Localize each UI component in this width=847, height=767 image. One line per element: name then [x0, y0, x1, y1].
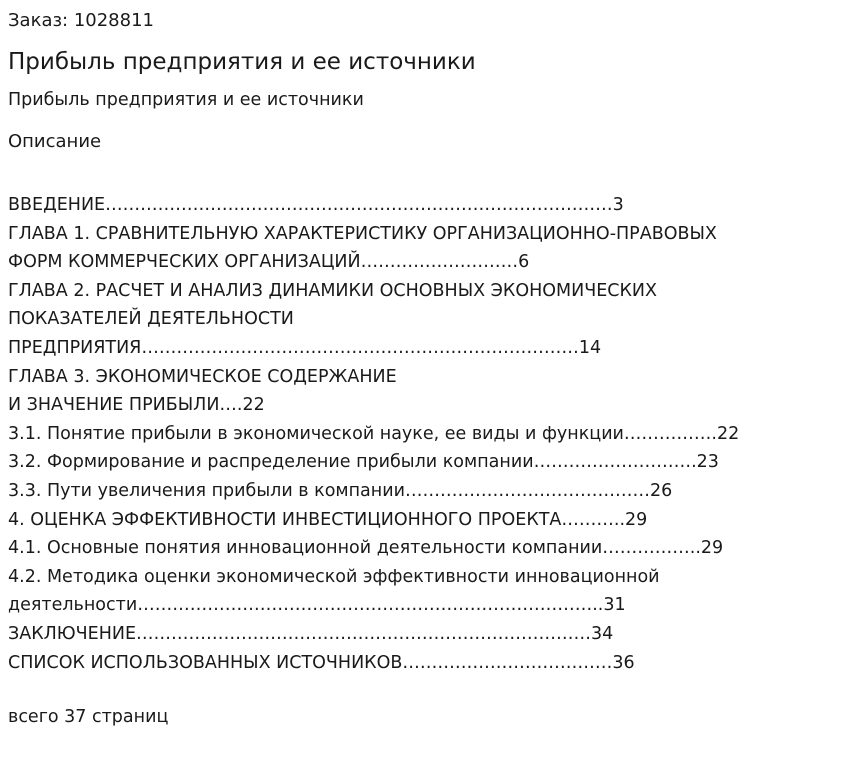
- toc-line: ГЛАВА 3. ЭКОНОМИЧЕСКОЕ СОДЕРЖАНИЕ: [8, 366, 397, 387]
- toc-line: ФОРМ КОММЕРЧЕСКИХ ОРГАНИЗАЦИЙ………………………6: [8, 252, 530, 273]
- toc-line: СПИСОК ИСПОЛЬЗОВАННЫХ ИСТОЧНИКОВ………………………………36: [8, 652, 635, 673]
- toc-line: ЗАКЛЮЧЕНИЕ……………………………………………………………………34: [8, 623, 614, 644]
- toc-line: ПРЕДПРИЯТИЯ…………………………………………………………………14: [8, 337, 602, 358]
- toc-line: И ЗНАЧЕНИЕ ПРИБЫЛИ….22: [8, 395, 265, 416]
- toc-line: 3.1. Понятие прибыли в экономической науке, ее виды и функции…………….22: [8, 423, 740, 444]
- toc-line: 3.2. Формирование и распределение прибыли компании……………………….23: [8, 452, 719, 473]
- toc-line: ГЛАВА 2. РАСЧЕТ И АНАЛИЗ ДИНАМИКИ ОСНОВНЫХ ЭКОНОМИЧЕСКИХ: [8, 280, 658, 301]
- table-of-contents: [8, 191, 739, 677]
- toc-line: 4.1. Основные понятия инновационной деятельности компании……………..29: [8, 538, 724, 559]
- description-heading: Описание: [8, 131, 102, 152]
- toc-line: 3.3. Пути увеличения прибыли в компании……………………………………26: [8, 480, 673, 501]
- total-pages: всего 37 страниц: [8, 707, 169, 727]
- toc-line: 4.2. Методика оценки экономической эффективности инновационной: [8, 566, 660, 587]
- order-number: Заказ: 1028811: [8, 10, 154, 31]
- toc-line: ГЛАВА 1. СРАВНИТЕЛЬНУЮ ХАРАКТЕРИСТИКУ ОРГАНИЗАЦИОННО-ПРАВОВЫХ: [8, 223, 717, 244]
- toc-line: деятельности……………………………………………………………………..31: [8, 595, 626, 616]
- toc-line: ВВЕДЕНИЕ……………………………………………………………………………3: [8, 195, 624, 215]
- page-subtitle: Прибыль предприятия и ее источники: [8, 90, 364, 110]
- toc-line: ПОКАЗАТЕЛЕЙ ДЕЯТЕЛЬНОСТИ: [8, 309, 294, 330]
- toc-line: 4. ОЦЕНКА ЭФФЕКТИВНОСТИ ИНВЕСТИЦИОННОГО ПРОЕКТА………..29: [8, 509, 648, 530]
- page-title: Прибыль предприятия и ее источники: [8, 49, 476, 75]
